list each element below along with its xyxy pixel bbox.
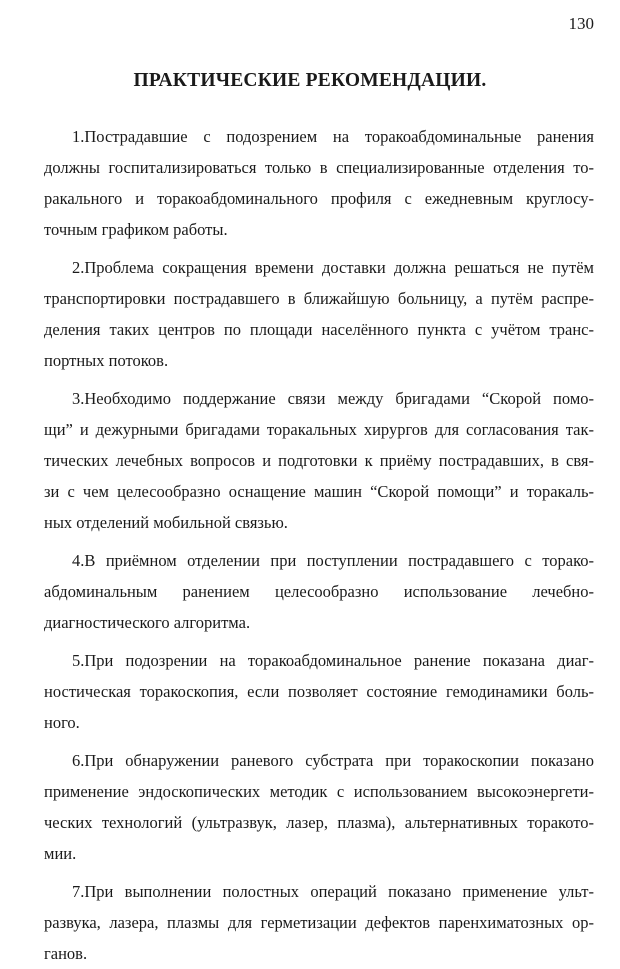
paragraph-line: щи” и дежурными бригадами торакальных хирургов для согласования так- [44,420,594,439]
paragraph-line: деления таких центров по площади населённого пункта с учётом транс- [44,320,594,339]
paragraph-line: 3.Необходимо поддержание связи между бригадами “Скорой помо- [72,389,594,408]
paragraph-5 [44,645,594,738]
paragraph-line: развука, лазера, плазмы для герметизации дефектов паренхиматозных ор- [44,913,594,932]
paragraph-line: зи с чем целесообразно оснащение машин “Скорой помощи” и торакаль- [44,482,594,501]
paragraph-line: 4.В приёмном отделении при поступлении пострадавшего с торако- [72,551,594,570]
paragraph-7 [44,876,594,969]
paragraph-line: 6.При обнаружении раневого субстрата при торакоскопии показано [72,751,594,770]
paragraph-line: ных отделений мобильной связью. [44,513,288,532]
paragraph-line: ного. [44,713,80,732]
paragraph-line: ракального и торакоабдоминального профиля с ежедневным круглосу- [44,189,594,208]
paragraph-line: транспортировки пострадавшего в ближайшую больницу, а путём распре- [44,289,594,308]
paragraph-2 [44,252,594,376]
paragraph-line: ческих технологий (ультразвук, лазер, плазма), альтернативных торакото- [44,813,594,832]
paragraph-3 [44,383,594,538]
paragraph-line: тических лечебных вопросов и подготовки к приёму пострадавших, в свя- [44,451,594,470]
paragraph-line: применение эндоскопических методик с использованием высокоэнергети- [44,782,594,801]
paragraph-line: 2.Проблема сокращения времени доставки должна решаться не путём [72,258,594,277]
paragraph-line: точным графиком работы. [44,220,228,239]
paragraph-line: 1.Пострадавшие с подозрением на торакоабдоминальные ранения [72,127,594,146]
page-number: 130 [568,14,594,33]
paragraph-line: мии. [44,844,77,863]
paragraph-4 [44,545,594,638]
paragraph-line: должны госпитализироваться только в специализированные отделения то- [44,158,594,177]
paragraph-line: 7.При выполнении полостных операций показано применение ульт- [72,882,594,901]
paragraph-1 [44,121,594,245]
recommendations-body [44,121,594,969]
paragraph-line: абдоминальным ранением целесообразно использование лечебно- [44,582,594,601]
paragraph-line: 5.При подозрении на торакоабдоминальное ранение показана диаг- [72,651,594,670]
paragraph-line: ностическая торакоскопия, если позволяет состояние гемодинамики боль- [44,682,594,701]
page-title: ПРАКТИЧЕСКИЕ РЕКОМЕНДАЦИИ. [133,70,487,91]
paragraph-line: портных потоков. [44,351,169,370]
paragraph-line: диагностического алгоритма. [44,613,251,632]
paragraph-line: ганов. [44,944,88,963]
paragraph-6 [44,745,594,869]
